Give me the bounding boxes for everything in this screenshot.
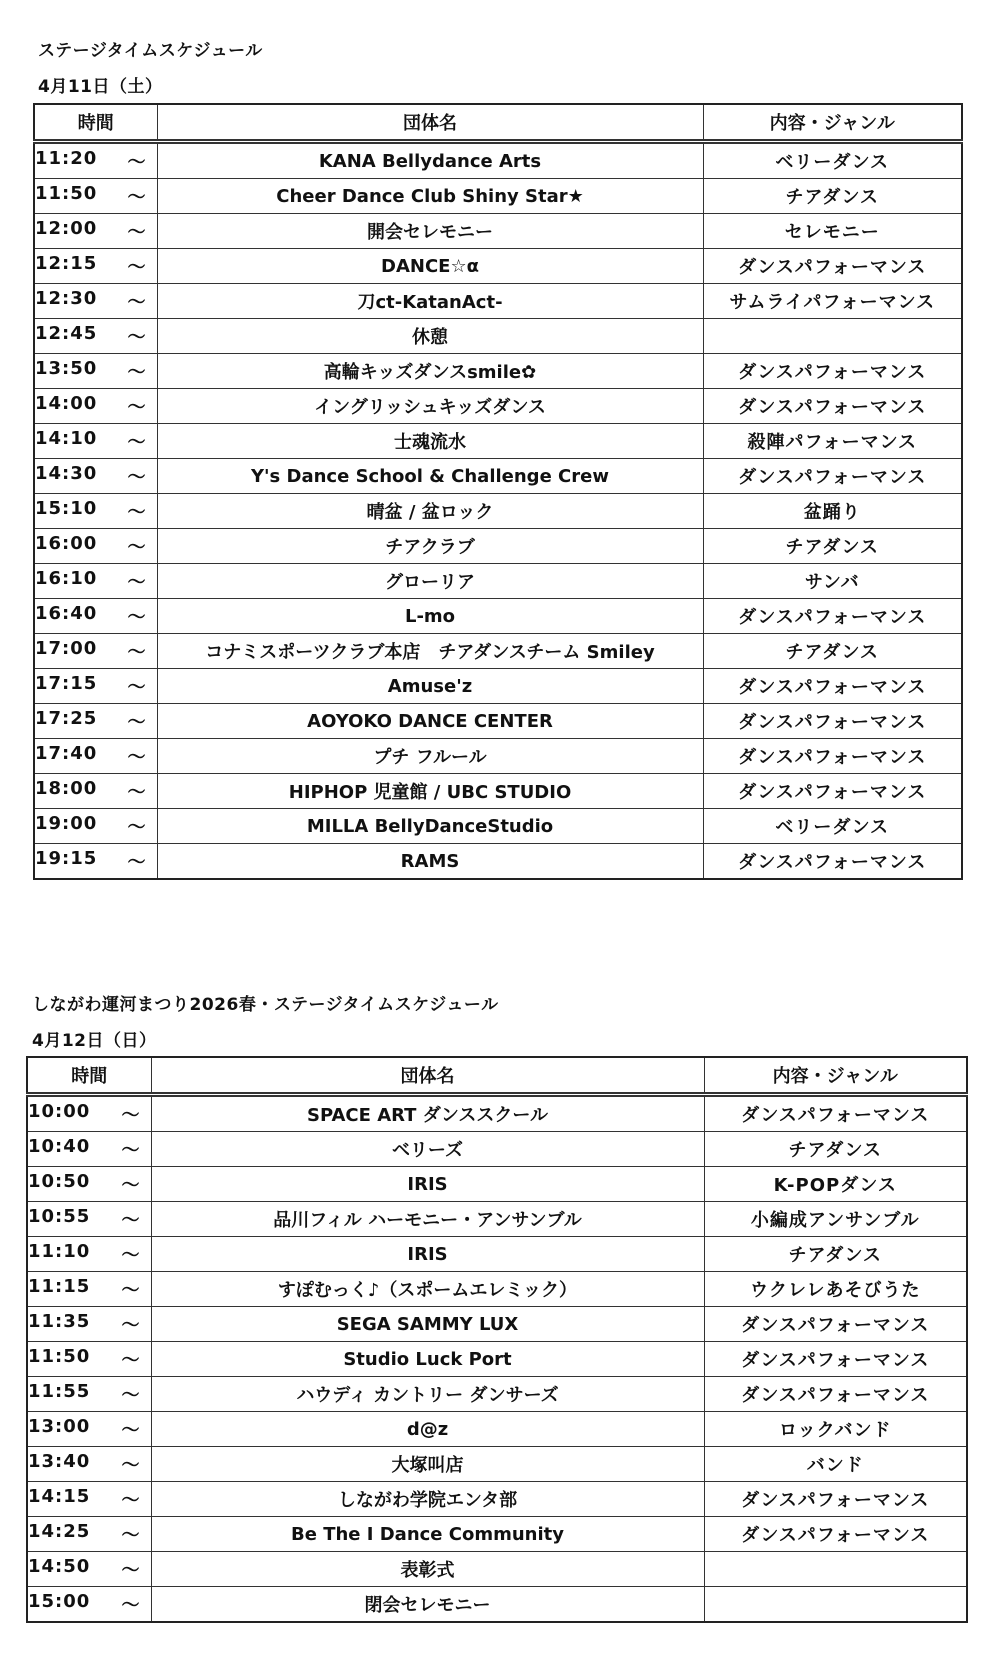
genre-cell: ダンスパフォーマンス xyxy=(704,1482,967,1517)
table-row xyxy=(34,214,962,249)
genre-cell: ダンスパフォーマンス xyxy=(703,249,962,284)
header-group: 団体名 xyxy=(151,1057,704,1095)
time-cell xyxy=(27,1587,151,1623)
genre-cell: 小編成アンサンブル xyxy=(704,1202,967,1237)
table-header-row xyxy=(34,104,962,142)
genre-cell xyxy=(704,1587,967,1623)
tilde-mark: ～ xyxy=(121,1420,141,1441)
tilde-mark: ～ xyxy=(121,1490,141,1511)
tilde-mark: ～ xyxy=(127,782,147,803)
table-row xyxy=(34,844,962,880)
time-cell xyxy=(34,389,157,424)
time-value: 19:00 xyxy=(35,813,98,834)
schedule2-table xyxy=(26,1056,968,1623)
table-row xyxy=(27,1132,967,1167)
table-row xyxy=(27,1237,967,1272)
genre-cell xyxy=(704,1552,967,1587)
table-row xyxy=(27,1587,967,1623)
table-row xyxy=(27,1202,967,1237)
group-name-cell: すぽむっく♪（スポームエレミック） xyxy=(151,1272,704,1307)
time-value: 14:50 xyxy=(28,1556,91,1577)
time-cell xyxy=(27,1237,151,1272)
time-cell xyxy=(34,179,157,214)
tilde-mark: ～ xyxy=(121,1560,141,1581)
time-value: 12:30 xyxy=(35,288,98,309)
genre-cell: ダンスパフォーマンス xyxy=(703,704,962,739)
time-cell xyxy=(34,249,157,284)
tilde-mark: ～ xyxy=(127,642,147,663)
group-name-cell: Studio Luck Port xyxy=(151,1342,704,1377)
group-name-cell: 大塚叫店 xyxy=(151,1447,704,1482)
header-group: 団体名 xyxy=(157,104,703,142)
table-row xyxy=(34,389,962,424)
table-row xyxy=(27,1552,967,1587)
group-name-cell: KANA Bellydance Arts xyxy=(157,142,703,179)
schedule1-title: ステージタイムスケジュール xyxy=(38,41,263,61)
tilde-mark: ～ xyxy=(127,362,147,383)
tilde-mark: ～ xyxy=(127,607,147,628)
time-value: 12:00 xyxy=(35,218,98,239)
genre-cell: チアダンス xyxy=(704,1237,967,1272)
table-row xyxy=(34,284,962,319)
time-value: 11:10 xyxy=(28,1241,91,1262)
genre-cell: チアダンス xyxy=(704,1132,967,1167)
genre-cell: チアダンス xyxy=(703,529,962,564)
time-value: 13:40 xyxy=(28,1451,91,1472)
tilde-mark: ～ xyxy=(127,537,147,558)
genre-cell: ダンスパフォーマンス xyxy=(703,669,962,704)
genre-cell: ダンスパフォーマンス xyxy=(703,774,962,809)
tilde-mark: ～ xyxy=(121,1315,141,1336)
time-value: 19:15 xyxy=(35,848,98,869)
table-row xyxy=(34,529,962,564)
time-value: 11:50 xyxy=(35,183,98,204)
group-name-cell: 開会セレモニー xyxy=(157,214,703,249)
group-name-cell: IRIS xyxy=(151,1237,704,1272)
group-name-cell: プチ フルール xyxy=(157,739,703,774)
schedule2-body xyxy=(27,1095,967,1623)
group-name-cell: チアクラブ xyxy=(157,529,703,564)
table-row xyxy=(27,1447,967,1482)
time-cell xyxy=(34,459,157,494)
group-name-cell: IRIS xyxy=(151,1167,704,1202)
time-value: 11:20 xyxy=(35,148,98,169)
tilde-mark: ～ xyxy=(121,1140,141,1161)
tilde-mark: ～ xyxy=(127,222,147,243)
group-name-cell: 休憩 xyxy=(157,319,703,354)
header-genre: 内容・ジャンル xyxy=(704,1057,967,1095)
table-row xyxy=(27,1272,967,1307)
group-name-cell: Cheer Dance Club Shiny Star★ xyxy=(157,179,703,214)
time-value: 11:15 xyxy=(28,1276,91,1297)
time-cell xyxy=(27,1412,151,1447)
group-name-cell: L-mo xyxy=(157,599,703,634)
genre-cell: ウクレレあそびうた xyxy=(704,1272,967,1307)
header-genre: 内容・ジャンル xyxy=(703,104,962,142)
table-row xyxy=(27,1342,967,1377)
genre-cell: セレモニー xyxy=(703,214,962,249)
group-name-cell: DANCE☆α xyxy=(157,249,703,284)
time-cell xyxy=(34,774,157,809)
genre-cell: ロックバンド xyxy=(704,1412,967,1447)
table-row xyxy=(27,1482,967,1517)
tilde-mark: ～ xyxy=(127,187,147,208)
tilde-mark: ～ xyxy=(127,152,147,173)
table-row xyxy=(34,809,962,844)
time-cell xyxy=(34,564,157,599)
time-value: 10:40 xyxy=(28,1136,91,1157)
time-cell xyxy=(27,1482,151,1517)
table-row xyxy=(34,249,962,284)
time-value: 17:40 xyxy=(35,743,98,764)
time-value: 10:55 xyxy=(28,1206,91,1227)
time-cell xyxy=(34,599,157,634)
schedule1-table xyxy=(33,103,963,880)
genre-cell: ダンスパフォーマンス xyxy=(704,1517,967,1552)
time-cell xyxy=(34,354,157,389)
genre-cell: ダンスパフォーマンス xyxy=(704,1095,967,1132)
time-cell xyxy=(34,424,157,459)
tilde-mark: ～ xyxy=(127,327,147,348)
group-name-cell: 高輪キッズダンスsmile✿ xyxy=(157,354,703,389)
tilde-mark: ～ xyxy=(127,712,147,733)
group-name-cell: AOYOKO DANCE CENTER xyxy=(157,704,703,739)
time-value: 15:00 xyxy=(28,1591,91,1612)
table-row xyxy=(34,354,962,389)
schedule2-title: しながわ運河まつり2026春・ステージタイムスケジュール xyxy=(32,995,499,1015)
time-cell xyxy=(34,494,157,529)
genre-cell: バンド xyxy=(704,1447,967,1482)
tilde-mark: ～ xyxy=(121,1175,141,1196)
time-value: 14:15 xyxy=(28,1486,91,1507)
tilde-mark: ～ xyxy=(121,1105,141,1126)
time-value: 14:25 xyxy=(28,1521,91,1542)
group-name-cell: RAMS xyxy=(157,844,703,880)
schedule2-date: 4月12日（日） xyxy=(32,1031,157,1051)
tilde-mark: ～ xyxy=(121,1525,141,1546)
table-row xyxy=(34,459,962,494)
time-value: 17:00 xyxy=(35,638,98,659)
group-name-cell: コナミスポーツクラブ本店 チアダンスチーム Smiley xyxy=(157,634,703,669)
tilde-mark: ～ xyxy=(121,1350,141,1371)
schedule1-date: 4月11日（土） xyxy=(38,77,163,97)
time-cell xyxy=(34,142,157,179)
table-row xyxy=(34,739,962,774)
table-row xyxy=(27,1167,967,1202)
genre-cell: ダンスパフォーマンス xyxy=(703,599,962,634)
tilde-mark: ～ xyxy=(127,817,147,838)
genre-cell: ダンスパフォーマンス xyxy=(703,354,962,389)
genre-cell: ベリーダンス xyxy=(703,809,962,844)
header-time: 時間 xyxy=(34,104,157,142)
group-name-cell: グローリア xyxy=(157,564,703,599)
table-row xyxy=(34,494,962,529)
time-cell xyxy=(27,1552,151,1587)
genre-cell: チアダンス xyxy=(703,634,962,669)
group-name-cell: HIPHOP 児童館 / UBC STUDIO xyxy=(157,774,703,809)
group-name-cell: d@z xyxy=(151,1412,704,1447)
time-cell xyxy=(34,284,157,319)
time-cell xyxy=(27,1132,151,1167)
tilde-mark: ～ xyxy=(127,852,147,873)
tilde-mark: ～ xyxy=(127,502,147,523)
group-name-cell: 刀ct-KatanAct- xyxy=(157,284,703,319)
time-cell xyxy=(34,739,157,774)
genre-cell: サムライパフォーマンス xyxy=(703,284,962,319)
time-cell xyxy=(27,1342,151,1377)
time-value: 14:30 xyxy=(35,463,98,484)
group-name-cell: 品川フィル ハーモニー・アンサンブル xyxy=(151,1202,704,1237)
genre-cell: ダンスパフォーマンス xyxy=(704,1307,967,1342)
group-name-cell: ハウディ カントリー ダンサーズ xyxy=(151,1377,704,1412)
tilde-mark: ～ xyxy=(127,572,147,593)
genre-cell: ダンスパフォーマンス xyxy=(703,739,962,774)
time-cell xyxy=(34,844,157,880)
table-row xyxy=(34,774,962,809)
schedule1-body xyxy=(34,142,962,880)
table-row xyxy=(27,1307,967,1342)
tilde-mark: ～ xyxy=(121,1210,141,1231)
genre-cell: ダンスパフォーマンス xyxy=(703,844,962,880)
genre-cell: サンバ xyxy=(703,564,962,599)
group-name-cell: Be The I Dance Community xyxy=(151,1517,704,1552)
time-value: 18:00 xyxy=(35,778,98,799)
time-value: 11:55 xyxy=(28,1381,91,1402)
time-value: 11:35 xyxy=(28,1311,91,1332)
time-value: 16:10 xyxy=(35,568,98,589)
time-value: 15:10 xyxy=(35,498,98,519)
time-value: 17:25 xyxy=(35,708,98,729)
time-value: 12:45 xyxy=(35,323,98,344)
group-name-cell: SPACE ART ダンススクール xyxy=(151,1095,704,1132)
group-name-cell: 表彰式 xyxy=(151,1552,704,1587)
group-name-cell: Amuse'z xyxy=(157,669,703,704)
time-cell xyxy=(34,809,157,844)
group-name-cell: Y's Dance School & Challenge Crew xyxy=(157,459,703,494)
table-row xyxy=(34,564,962,599)
time-value: 14:00 xyxy=(35,393,98,414)
tilde-mark: ～ xyxy=(121,1280,141,1301)
time-value: 10:00 xyxy=(28,1101,91,1122)
genre-cell: ベリーダンス xyxy=(703,142,962,179)
table-row xyxy=(34,634,962,669)
time-cell xyxy=(34,319,157,354)
tilde-mark: ～ xyxy=(121,1385,141,1406)
group-name-cell: イングリッシュキッズダンス xyxy=(157,389,703,424)
time-value: 11:50 xyxy=(28,1346,91,1367)
group-name-cell: SEGA SAMMY LUX xyxy=(151,1307,704,1342)
time-value: 17:15 xyxy=(35,673,98,694)
group-name-cell: ベリーズ xyxy=(151,1132,704,1167)
table-row xyxy=(34,179,962,214)
table-row xyxy=(27,1412,967,1447)
group-name-cell: MILLA BellyDanceStudio xyxy=(157,809,703,844)
time-cell xyxy=(27,1167,151,1202)
time-cell xyxy=(27,1272,151,1307)
tilde-mark: ～ xyxy=(127,467,147,488)
time-cell xyxy=(27,1095,151,1132)
table-row xyxy=(27,1377,967,1412)
table-row xyxy=(34,142,962,179)
header-time: 時間 xyxy=(27,1057,151,1095)
time-cell xyxy=(34,669,157,704)
time-cell xyxy=(27,1307,151,1342)
group-name-cell: 晴盆 / 盆ロック xyxy=(157,494,703,529)
genre-cell: ダンスパフォーマンス xyxy=(704,1342,967,1377)
time-cell xyxy=(34,529,157,564)
time-cell xyxy=(34,214,157,249)
time-value: 14:10 xyxy=(35,428,98,449)
tilde-mark: ～ xyxy=(121,1245,141,1266)
table-header-row xyxy=(27,1057,967,1095)
group-name-cell: 士魂流水 xyxy=(157,424,703,459)
time-cell xyxy=(27,1517,151,1552)
time-value: 16:00 xyxy=(35,533,98,554)
time-value: 13:50 xyxy=(35,358,98,379)
genre-cell: ダンスパフォーマンス xyxy=(704,1377,967,1412)
tilde-mark: ～ xyxy=(127,677,147,698)
time-cell xyxy=(27,1447,151,1482)
time-cell xyxy=(34,634,157,669)
tilde-mark: ～ xyxy=(127,747,147,768)
genre-cell: 殺陣パフォーマンス xyxy=(703,424,962,459)
table-row xyxy=(27,1517,967,1552)
time-value: 10:50 xyxy=(28,1171,91,1192)
group-name-cell: 閉会セレモニー xyxy=(151,1587,704,1623)
time-value: 16:40 xyxy=(35,603,98,624)
group-name-cell: しながわ学院エンタ部 xyxy=(151,1482,704,1517)
genre-cell: 盆踊り xyxy=(703,494,962,529)
genre-cell: チアダンス xyxy=(703,179,962,214)
time-value: 13:00 xyxy=(28,1416,91,1437)
tilde-mark: ～ xyxy=(127,432,147,453)
table-row xyxy=(34,704,962,739)
table-row xyxy=(34,424,962,459)
table-row xyxy=(27,1095,967,1132)
tilde-mark: ～ xyxy=(127,292,147,313)
table-row xyxy=(34,599,962,634)
tilde-mark: ～ xyxy=(121,1595,141,1616)
time-cell xyxy=(27,1377,151,1412)
tilde-mark: ～ xyxy=(121,1455,141,1476)
tilde-mark: ～ xyxy=(127,397,147,418)
genre-cell: K-POPダンス xyxy=(704,1167,967,1202)
genre-cell: ダンスパフォーマンス xyxy=(703,389,962,424)
time-cell xyxy=(34,704,157,739)
tilde-mark: ～ xyxy=(127,257,147,278)
genre-cell xyxy=(703,319,962,354)
table-row xyxy=(34,669,962,704)
genre-cell: ダンスパフォーマンス xyxy=(703,459,962,494)
table-row xyxy=(34,319,962,354)
time-cell xyxy=(27,1202,151,1237)
time-value: 12:15 xyxy=(35,253,98,274)
